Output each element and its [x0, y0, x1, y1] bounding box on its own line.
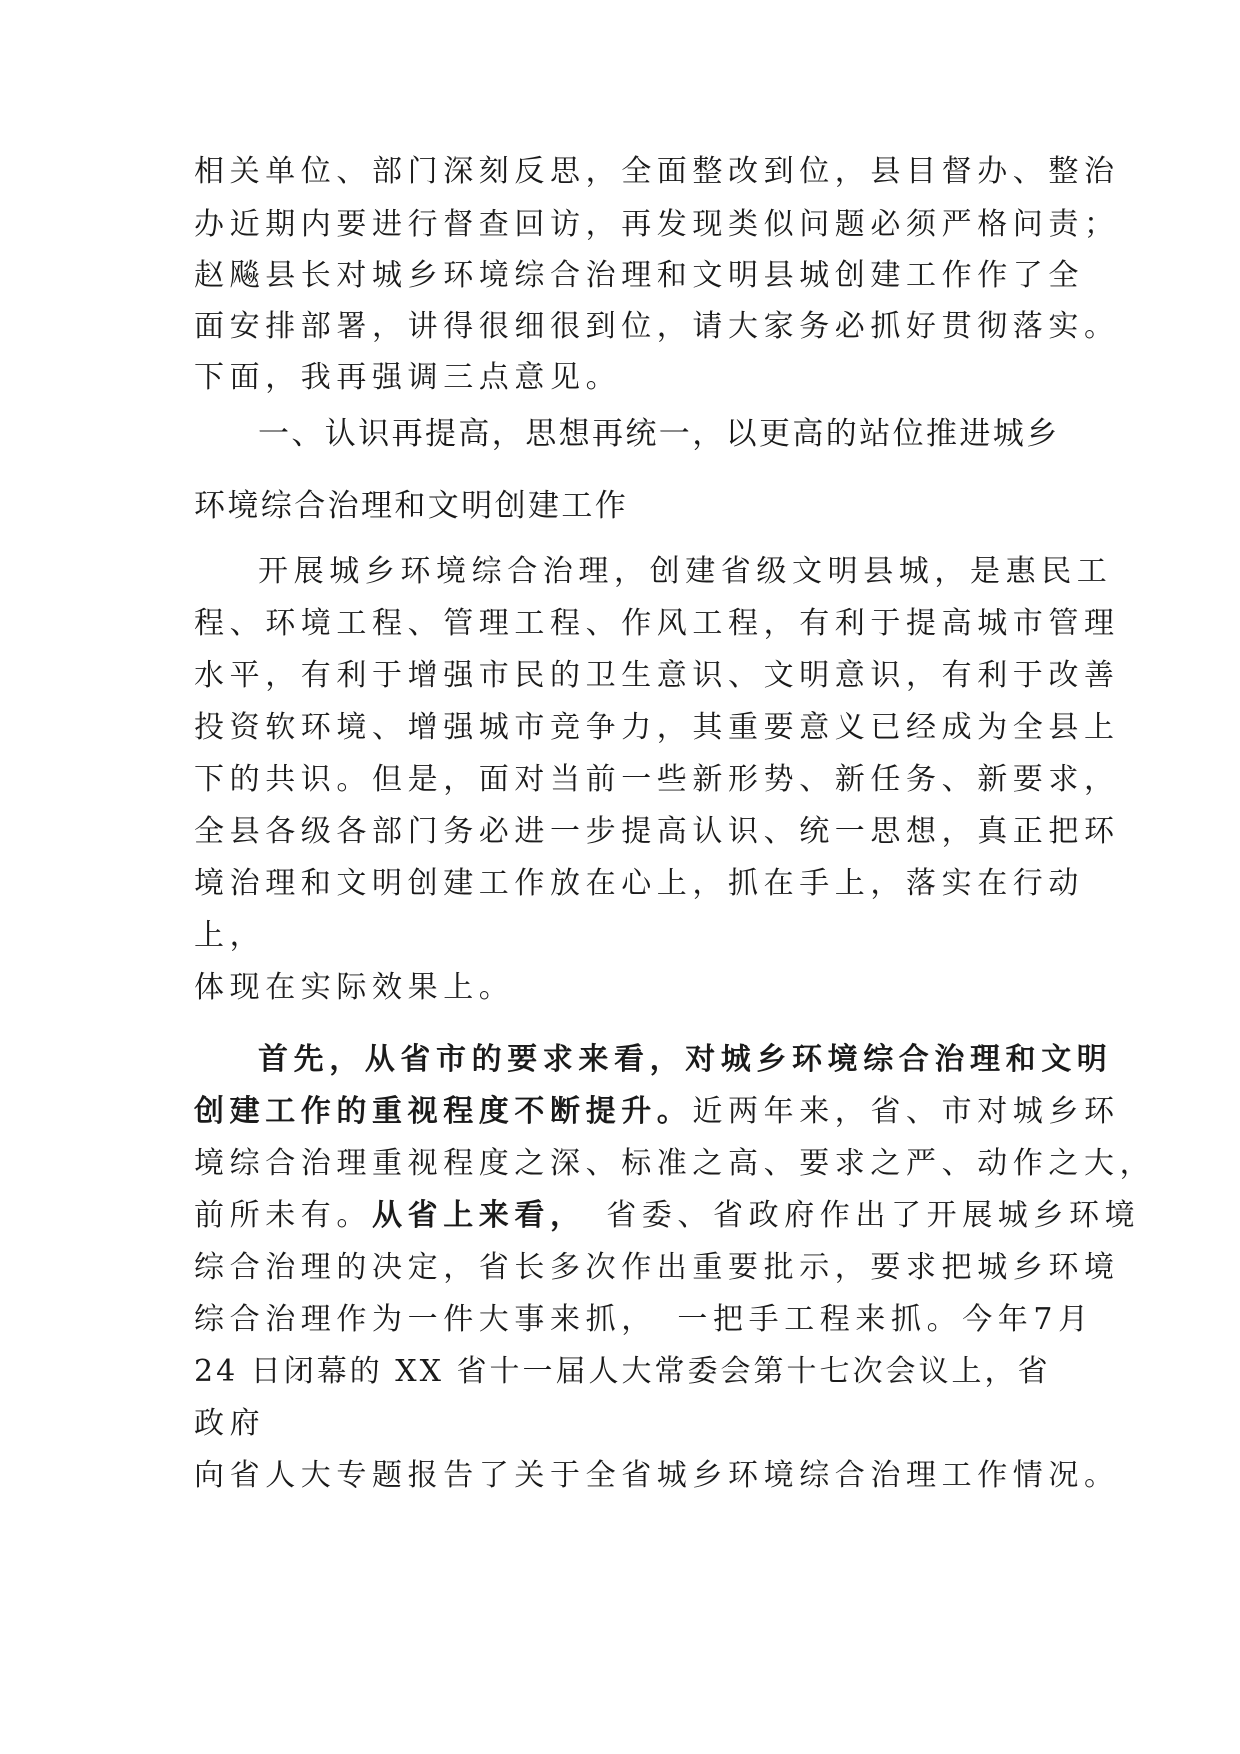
para2-line-4-rest: 省委、省政府作出了开展城乡环境: [570, 1198, 1141, 1233]
section-heading-line-2: 环境综合治理和文明创建工作: [194, 488, 629, 524]
para2-line-7: 24 日闭幕的 XX 省十一届人大常委会第十七次会议上，省: [194, 1354, 1051, 1389]
para2-line-6: 综合治理作为一件大事来抓， 一把手工程来抓。今年7月: [194, 1302, 1094, 1337]
para2-line-2-rest: 近两年来，省、市对城乡环: [692, 1094, 1120, 1129]
para2-line-9: 向省人大专题报告了关于全省城乡环境综合治理工作情况。: [194, 1458, 1120, 1493]
para1-line-1: 开展城乡环境综合治理，创建省级文明县城，是惠民工: [258, 554, 1113, 589]
para2-line-3: 境综合治理重视程度之深、标准之高、要求之严、动作之大，: [194, 1146, 1156, 1181]
para2-line-8: 政府: [194, 1406, 266, 1441]
para1-line-9: 体现在实际效果上。: [194, 970, 515, 1005]
para2-line-5: 综合治理的决定，省长多次作出重要批示，要求把城乡环境: [194, 1250, 1120, 1285]
para1-line-6: 全县各级各部门务必进一步提高认识、统一思想，真正把环: [194, 814, 1120, 849]
para2-bold-province: 从省上来看，: [372, 1198, 571, 1233]
para1-line-4: 投资软环境、增强城市竞争力，其重要意义已经成为全县上: [194, 710, 1120, 745]
intro-line-2: 办近期内要进行督查回访，再发现类似问题必须严格问责；: [194, 207, 1120, 242]
para1-line-7: 境治理和文明创建工作放在心上，抓在手上，落实在行动: [194, 866, 1084, 901]
para2-line-2: [194, 1092, 1120, 1132]
intro-line-3: 赵飚县长对城乡环境综合治理和文明县城创建工作作了全: [194, 258, 1084, 293]
intro-line-1: 相关单位、部门深刻反思，全面整改到位，县目督办、整治: [194, 154, 1120, 189]
para2-line-4: [194, 1196, 1140, 1236]
para1-line-2: 程、环境工程、管理工程、作风工程，有利于提高城市管理: [194, 606, 1120, 641]
intro-line-5: 下面，我再强调三点意见。: [194, 360, 622, 395]
para2-line-4-start: 前所未有。: [194, 1198, 372, 1233]
para2-line-1: 首先，从省市的要求来看，对城乡环境综合治理和文明: [258, 1042, 1113, 1077]
para1-line-5: 下的共识。但是，面对当前一些新形势、新任务、新要求，: [194, 762, 1120, 797]
para1-line-8: 上，: [194, 918, 266, 953]
section-heading-line-1: 一、认识再提高，思想再统一，以更高的站位推进城乡: [258, 416, 1060, 452]
intro-line-4: 面安排部署，讲得很细很到位，请大家务必抓好贯彻落实。: [194, 309, 1120, 344]
para1-line-3: 水平，有利于增强市民的卫生意识、文明意识，有利于改善: [194, 658, 1120, 693]
para2-bold-lead: 创建工作的重视程度不断提升。: [194, 1094, 693, 1129]
